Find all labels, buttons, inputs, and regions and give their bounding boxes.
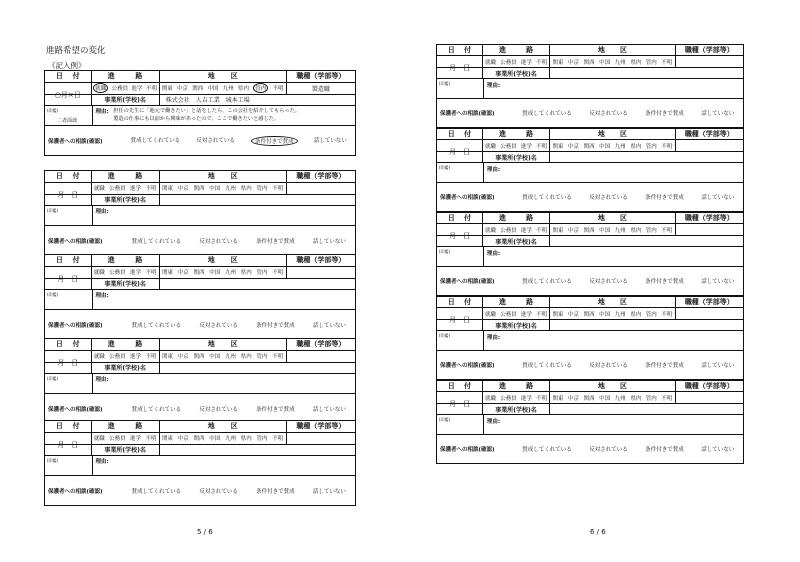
office-field[interactable] [550, 68, 743, 78]
route-options[interactable]: 就職 公務員 進学 不明 [483, 140, 550, 150]
example-label: 《記入例》 [48, 61, 86, 70]
guardian-options[interactable]: 賛成してくれている 反対されている 条件付きで賛成 話していない [131, 406, 346, 413]
guardian-options[interactable]: 賛成してくれている 反対されている 条件付きで賛成 話していない [522, 195, 735, 202]
header-row: 日 付 進 路 地 区 職種（学部等） [437, 213, 743, 224]
page-title: 進路希望の変化 [46, 46, 106, 56]
job-field[interactable] [287, 433, 355, 444]
date-field[interactable]: 月 日 [437, 56, 483, 79]
header-row: 日 付 進 路 地 区 職種（学部等） [45, 339, 355, 351]
reason-text: 担任の先生に「地元で働きたい」と話をしたら、この会社を紹介してもらった。 製造の仕事にも以前から興味があったので、ここで働きたいと感じた。 [113, 108, 300, 123]
guardian-options[interactable]: 賛成してくれている 反対されている 条件付きで賛成 話していない [131, 322, 346, 329]
header-row: 日 付 進 路 地 区 職種（学部等） [437, 45, 743, 56]
job-field[interactable] [676, 308, 743, 318]
office-field[interactable] [550, 236, 743, 246]
route-options[interactable]: 就職 公務員 進学 不明 [483, 56, 550, 66]
example-record: 日 付 進 路 地 区 職種（学部等） ○月×日 就職 公務員 進学 不明 関東 中京 関西 中国 九州 県内 管内 不明 製造職 事業所(学校)名 株式会社 人吉工業 城本工場 (印鑑) 二者面談 理由: 担任の先生に「地元で働きたい」と話をしたら、この会社を紹介してもらった。 製造の仕事にも以前から興味があったので、ここで働きたいと感じた。 保護者への相談(確認) 賛成してくれている 反対されている 条件付きで賛成 話していない [44, 70, 356, 156]
page-number: 6 / 6 [590, 528, 606, 536]
office-field[interactable] [550, 320, 743, 330]
job-field[interactable] [287, 267, 355, 278]
blank-record: 日 付 進 路 地 区 職種（学部等） 月 日 就職 公務員 進学 不明 関東 中京 関西 中国 九州 県内 管内 不明 事業所(学校)名 (印鑑) 理由: 保護者への相談(確認) 賛成してくれている 反対されている 条件付きで賛成 話していない [436, 44, 744, 128]
header-row: 日 付 進 路 地 区 職種（学部等） [45, 421, 355, 433]
region-options: 関東 中京 関西 中国 九州 県内 管内 不明 [160, 83, 287, 94]
job-field[interactable] [287, 351, 355, 362]
blank-record: 日 付 進 路 地 区 職種（学部等） 月 日 就職 公務員 進学 不明 関東 中京 関西 中国 九州 県内 管内 不明 事業所(学校)名 (印鑑) 理由: 保護者への相談(確認) 賛成してくれている 反対されている 条件付きで賛成 話していない [44, 338, 356, 424]
region-options[interactable]: 関東 中京 関西 中国 九州 県内 管内 不明 [160, 433, 287, 444]
date-field[interactable]: 月 日 [437, 308, 483, 331]
office-field[interactable] [550, 152, 743, 162]
guardian-options[interactable]: 賛成してくれている 反対されている 条件付きで賛成 話していない [522, 279, 735, 286]
guardian-options[interactable]: 賛成してくれている 反対されている 条件付きで賛成 話していない [131, 488, 346, 495]
job-field[interactable] [676, 392, 743, 402]
header-row: 日 付 進 路 地 区 職種（学部等） [45, 255, 355, 267]
job-field[interactable] [676, 140, 743, 150]
office-field[interactable] [550, 404, 743, 414]
region-options[interactable]: 関東 中京 関西 中国 九州 県内 管内 不明 [550, 224, 675, 234]
route-options[interactable]: 就職 公務員 進学 不明 [92, 351, 160, 362]
date-field[interactable]: 月 日 [45, 351, 92, 375]
route-options: 就職 公務員 進学 不明 [92, 83, 160, 94]
route-options[interactable]: 就職 公務員 進学 不明 [92, 183, 160, 194]
office-field[interactable] [160, 363, 355, 374]
blank-record: 日 付 進 路 地 区 職種（学部等） 月 日 就職 公務員 進学 不明 関東 中京 関西 中国 九州 県内 管内 不明 事業所(学校)名 (印鑑) 理由: 保護者への相談(確認) 賛成してくれている 反対されている 条件付きで賛成 話していない [436, 212, 744, 296]
header-row: 日 付 進 路 地 区 職種（学部等） [437, 297, 743, 308]
region-options[interactable]: 関東 中京 関西 中国 九州 県内 管内 不明 [550, 140, 675, 150]
blank-record: 日 付 進 路 地 区 職種（学部等） 月 日 就職 公務員 進学 不明 関東 中京 関西 中国 九州 県内 管内 不明 事業所(学校)名 (印鑑) 理由: 保護者への相談(確認) 賛成してくれている 反対されている 条件付きで賛成 話していない [436, 128, 744, 212]
region-options[interactable]: 関東 中京 関西 中国 九州 県内 管内 不明 [160, 183, 287, 194]
example-date: ○月×日 [45, 83, 92, 107]
date-field[interactable]: 月 日 [45, 433, 92, 457]
blank-record: 日 付 進 路 地 区 職種（学部等） 月 日 就職 公務員 進学 不明 関東 中京 関西 中国 九州 県内 管内 不明 事業所(学校)名 (印鑑) 理由: 保護者への相談(確認) 賛成してくれている 反対されている 条件付きで賛成 話していない [44, 254, 356, 340]
route-options[interactable]: 就職 公務員 進学 不明 [483, 308, 550, 318]
job-value: 製造職 [311, 85, 330, 93]
office-field[interactable] [160, 279, 355, 290]
interview-type: 二者面談 [57, 117, 78, 124]
region-options[interactable]: 関東 中京 関西 中国 九州 県内 管内 不明 [550, 392, 675, 402]
office-field[interactable] [160, 445, 355, 456]
blank-record: 日 付 進 路 地 区 職種（学部等） 月 日 就職 公務員 進学 不明 関東 中京 関西 中国 九州 県内 管内 不明 事業所(学校)名 (印鑑) 理由: 保護者への相談(確認) 賛成してくれている 反対されている 条件付きで賛成 話していない [436, 296, 744, 380]
date-field[interactable]: 月 日 [437, 392, 483, 415]
job-field[interactable] [676, 224, 743, 234]
route-options[interactable]: 就職 公務員 進学 不明 [483, 392, 550, 402]
header-row: 日 付 進 路 地 区 職種（学部等） [45, 171, 355, 183]
route-options[interactable]: 就職 公務員 進学 不明 [92, 267, 160, 278]
region-options[interactable]: 関東 中京 関西 中国 九州 県内 管内 不明 [160, 351, 287, 362]
guardian-options[interactable]: 賛成してくれている 反対されている 条件付きで賛成 話していない [131, 238, 346, 245]
guardian-options[interactable]: 賛成してくれている 反対されている 条件付きで賛成 話していない [522, 363, 735, 370]
guardian-options[interactable]: 賛成してくれている 反対されている 条件付きで賛成 話していない [522, 447, 735, 454]
office-field[interactable] [160, 195, 355, 206]
blank-record: 日 付 進 路 地 区 職種（学部等） 月 日 就職 公務員 進学 不明 関東 中京 関西 中国 九州 県内 管内 不明 事業所(学校)名 (印鑑) 理由: 保護者への相談(確認) 賛成してくれている 反対されている 条件付きで賛成 話していない [44, 420, 356, 506]
region-options[interactable]: 関東 中京 関西 中国 九州 県内 管内 不明 [160, 267, 287, 278]
route-options[interactable]: 就職 公務員 進学 不明 [92, 433, 160, 444]
page-6 [400, 0, 800, 562]
blank-record: 日 付 進 路 地 区 職種（学部等） 月 日 就職 公務員 進学 不明 関東 中京 関西 中国 九州 県内 管内 不明 事業所(学校)名 (印鑑) 理由: 保護者への相談(確認) 賛成してくれている 反対されている 条件付きで賛成 話していない [44, 170, 356, 256]
header-row: 日 付 進 路 地 区 職種（学部等） [437, 381, 743, 392]
route-options[interactable]: 就職 公務員 進学 不明 [483, 224, 550, 234]
header-row: 日 付 進 路 地 区 職種（学部等） [45, 71, 355, 83]
job-field[interactable] [287, 183, 355, 194]
blank-record: 日 付 進 路 地 区 職種（学部等） 月 日 就職 公務員 進学 不明 関東 中京 関西 中国 九州 県内 管内 不明 事業所(学校)名 (印鑑) 理由: 保護者への相談(確認) 賛成してくれている 反対されている 条件付きで賛成 話していない [436, 380, 744, 464]
date-field[interactable]: 月 日 [45, 183, 92, 207]
job-field[interactable] [676, 56, 743, 66]
office-value: 株式会社 人吉工業 城本工場 [165, 97, 250, 105]
page-number: 5 / 6 [197, 528, 213, 536]
region-options[interactable]: 関東 中京 関西 中国 九州 県内 管内 不明 [550, 56, 675, 66]
guardian-options[interactable]: 賛成してくれている 反対されている 条件付きで賛成 話していない [522, 111, 735, 118]
date-field[interactable]: 月 日 [437, 224, 483, 247]
header-row: 日 付 進 路 地 区 職種（学部等） [437, 129, 743, 140]
date-field[interactable]: 月 日 [437, 140, 483, 163]
date-field[interactable]: 月 日 [45, 267, 92, 291]
region-options[interactable]: 関東 中京 関西 中国 九州 県内 管内 不明 [550, 308, 675, 318]
